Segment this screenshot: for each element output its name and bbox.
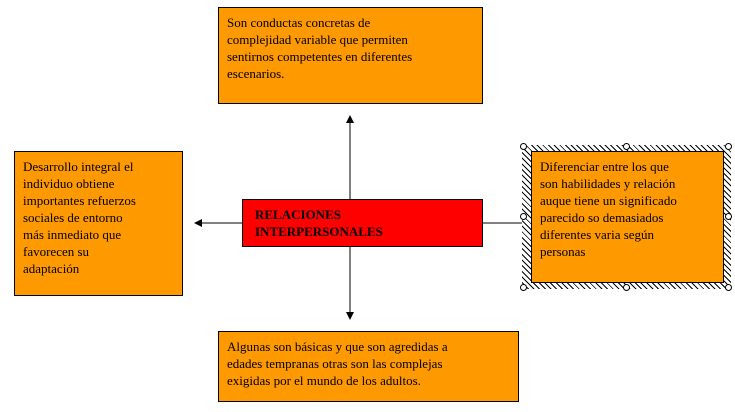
resize-handle-ne[interactable] bbox=[725, 143, 732, 150]
left-box[interactable]: Desarrollo integral el individuo obtiene importantes refuerzos sociales de entorno más inmediato que favorecen su adaptación bbox=[14, 151, 183, 296]
right-box[interactable]: Diferenciar entre los que son habilidades y relación auque tiene un significado parecido so demasiados diferentes varia según personas bbox=[531, 151, 724, 283]
resize-handle-s[interactable] bbox=[623, 284, 630, 291]
resize-handle-se[interactable] bbox=[725, 284, 732, 291]
resize-handle-n[interactable] bbox=[623, 143, 630, 150]
bottom-box[interactable]: Algunas son básicas y que son agredidas a edades tempranas otras son las complejas exigidas por el mundo de los adultos. bbox=[218, 331, 519, 402]
resize-handle-w[interactable] bbox=[520, 213, 527, 220]
resize-handle-sw[interactable] bbox=[520, 284, 527, 291]
top-box[interactable]: Son conductas concretas de complejidad variable que permiten sentirnos competentes en diferentes escenarios. bbox=[218, 7, 483, 104]
resize-handle-nw[interactable] bbox=[520, 143, 527, 150]
center-box[interactable]: RELACIONES INTERPERSONALES bbox=[242, 199, 483, 247]
resize-handle-e[interactable] bbox=[725, 213, 732, 220]
